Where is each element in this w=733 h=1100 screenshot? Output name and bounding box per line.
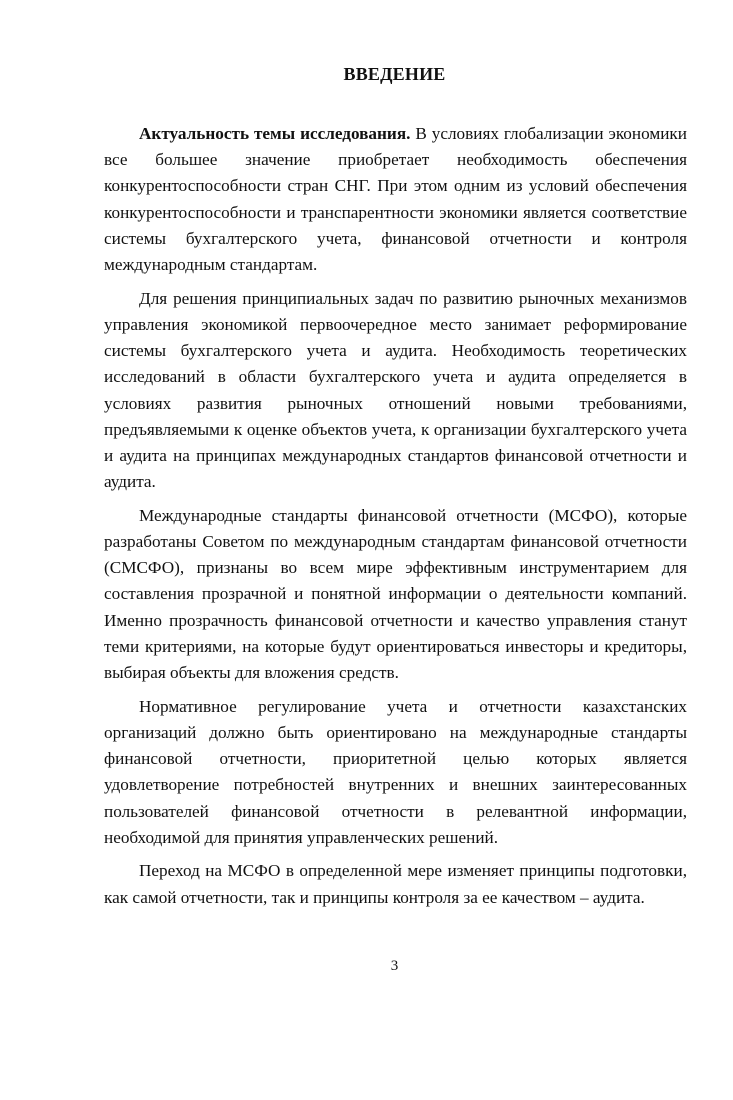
paragraph-lead-heading: Актуальность темы исследования. <box>139 124 411 143</box>
page-number: 3 <box>390 958 399 974</box>
body-text <box>104 121 687 918</box>
paragraph-ifrs: Международные стандарты финансовой отчетности (МСФО), которые разработаны Советом по международным стандартам финансовой отчетности (СМСФО), признаны во всем мире эффективным инструментарием для составления прозрачной и понятной информации о деятельности компаний. Именно прозрачность финансовой отчетности и качество управления станут теми критериями, на которые будут ориентироваться инвесторы и кредиторы, выбирая объекты для вложения средств. <box>104 505 687 683</box>
paragraph-relevance <box>104 121 687 278</box>
page-title: ВВЕДЕНИЕ <box>343 64 446 84</box>
paragraph-regulation: Нормативное регулирование учета и отчетности казахстанских организаций должно быть ориентировано на международные стандарты финансовой отчетности, приоритетной целью которых является удовлетворение потребностей внутренних и внешних заинтересованных пользователей финансовой отчетности в релевантной информации, необходимой для принятия управленческих решений. <box>104 696 687 847</box>
paragraph-text: В условиях глобализации экономики все большее значение приобретает необходимость обеспечения конкурентоспособности стран СНГ. При этом одним из условий обеспечения конкурентоспособности и транспарентности экономики является соответствие системы бухгалтерского учета, финансовой отчетности и контроля международным стандартам. <box>104 124 687 275</box>
paragraph-transition: Переход на МСФО в определенной мере изменяет принципы подготовки, как самой отчетности, так и принципы контроля за ее качеством – аудита. <box>104 861 687 907</box>
paragraph-market-mechanisms: Для решения принципиальных задач по развитию рыночных механизмов управления экономикой первоочередное место занимает реформирование системы бухгалтерского учета и аудита. Необходимость теоретических исследований в области бухгалтерского учета и аудита определяется в условиях развития рыночных отношений новыми требованиями, предъявляемыми к оценке объектов учета, к организации бухгалтерского учета и аудита на принципах международных стандартов финансовой отчетности и аудита. <box>104 288 687 492</box>
